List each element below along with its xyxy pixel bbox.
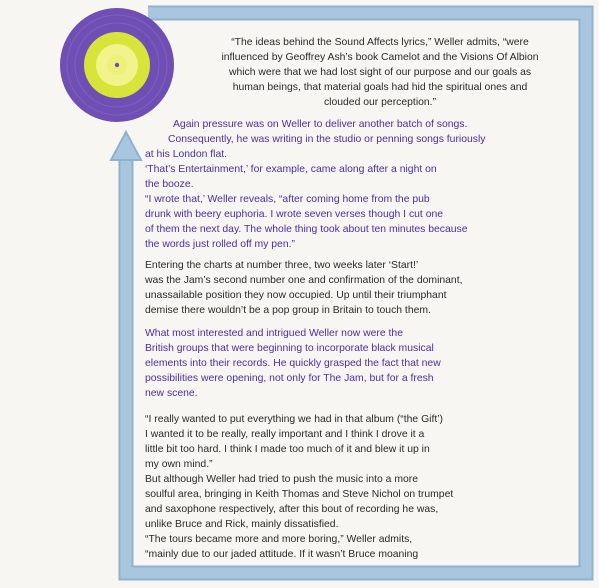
text-line: “I wrote that,’ Weller reveals, “after coming home from the pub (145, 194, 430, 205)
text-line: and saxophone respectively, after this bout of recording he was, (145, 504, 439, 515)
text-line: new scene. (145, 388, 198, 399)
text-line: was the Jam’s second number one and confirmation of the dominant, (145, 275, 463, 286)
text-line: Again pressure was on Weller to deliver another batch of songs. (173, 119, 468, 130)
text-line: “The tours became more and more boring,” Weller admits, (145, 534, 413, 545)
text-line: the booze. (145, 179, 194, 190)
text-line: of them the next day. The whole thing took about ten minutes because (145, 224, 468, 235)
text-line: unassailable position they now occupied. Up until their triumphant (145, 290, 447, 301)
text-line: “mainly due to our jaded attitude. If it wasn’t Bruce moaning (145, 549, 419, 560)
text-line: demise there wouldn’t be a pop group in Britain to touch them. (145, 305, 431, 316)
text-line: soulful area, bringing in Keith Thomas and Steve Nichol on trumpet (145, 489, 454, 500)
text-line: influenced by Geoffrey Ash’s book Camelot and the Visions Of Albion (221, 52, 539, 63)
text-line: which were that we had lost sight of our purpose and our goals as (228, 67, 532, 78)
text-line: British groups that were beginning to incorporate black musical (145, 343, 434, 354)
text-line: the words just rolled off my pen.” (145, 239, 295, 250)
text-line: Consequently, he was writing in the studio or penning songs furiously (168, 134, 486, 145)
text-line: possibilities were opening, not only for The Jam, but for a fresh (145, 373, 434, 384)
text-line: drunk with beery euphoria. I wrote seven verses though I cut one (145, 209, 444, 220)
text-line: “The ideas behind the Sound Affects lyrics,” Weller admits, “were (231, 37, 529, 48)
text-line: my own mind.” (145, 459, 213, 470)
text-line: But although Weller had tried to push the music into a more (145, 474, 419, 485)
text-line: ‘That’s Entertainment,’ for example, came along after a night on (145, 164, 437, 175)
text-line: “I really wanted to put everything we had in that album (“the Gift’) (145, 414, 444, 425)
text-line: unlike Bruce and Rick, mainly dissatisfied. (145, 519, 339, 530)
text-line: What most interested and intrigued Weller now were the (145, 328, 403, 339)
text-line: human beings, that material goals had hid the spiritual ones and (232, 82, 528, 93)
text-line: clouded our perception.” (323, 97, 437, 108)
text-line: I wanted it to be really, really important and I think I drove it a (145, 429, 425, 440)
text-line: Entering the charts at number three, two weeks later ‘Start!’ (145, 260, 419, 271)
text-line: little bit too hard. I think I made too much of it and blew it up in (145, 444, 430, 455)
text-line: at his London flat. (145, 149, 228, 160)
text-line: elements into their records. He quickly grasped the fact that new (145, 358, 441, 369)
